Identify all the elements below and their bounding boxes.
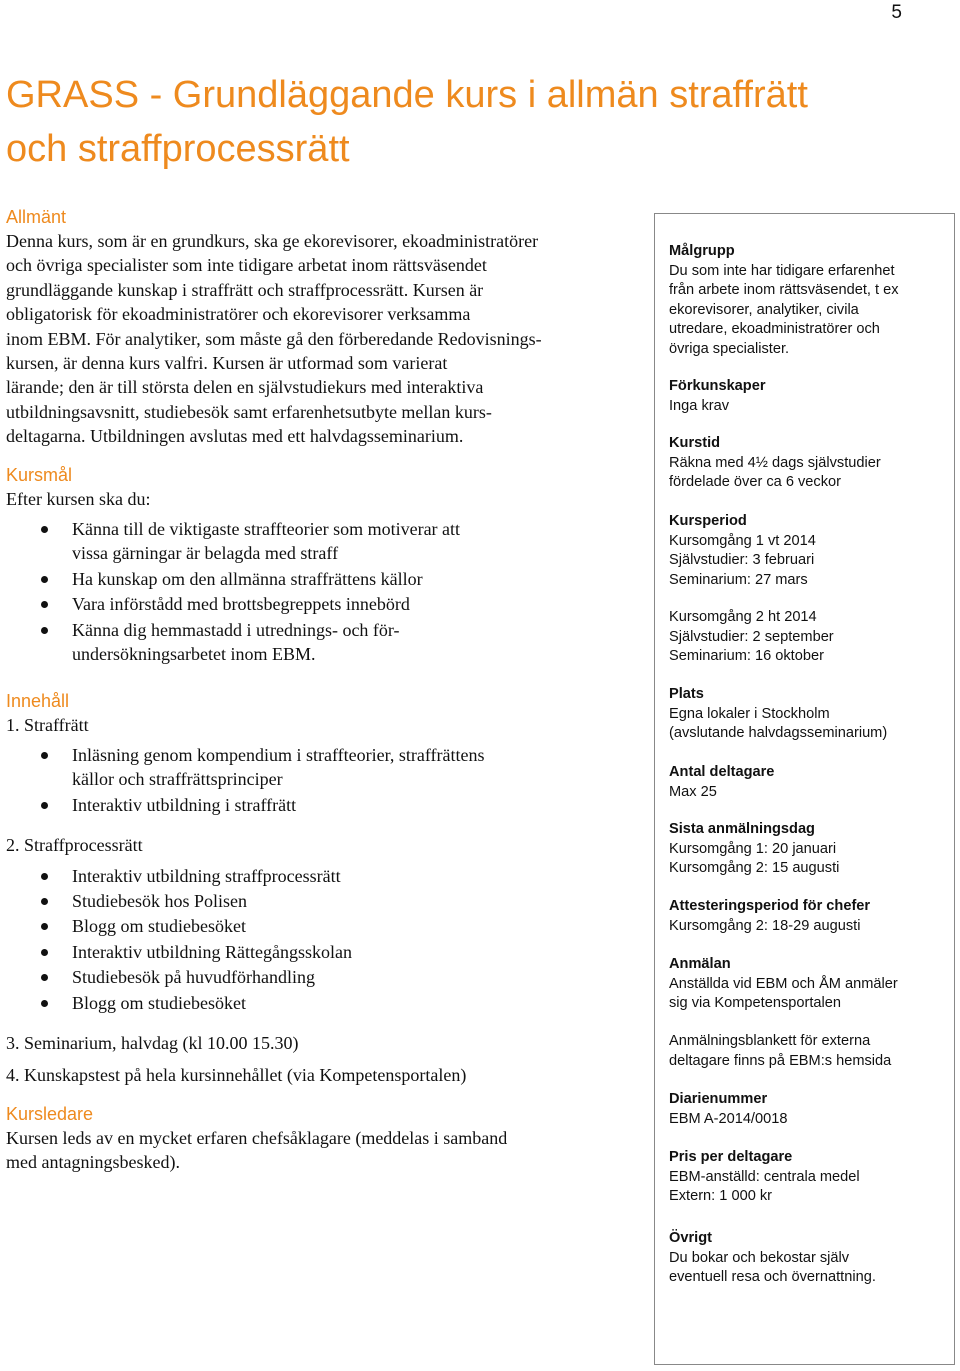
fact-label: Pris per deltagare [669, 1149, 793, 1165]
bullet-icon [41, 898, 48, 905]
fact-kursperiod [669, 512, 954, 590]
fact-value: Kursomgång 1 vt 2014 [669, 532, 816, 549]
list-item [6, 567, 591, 591]
list-item-text: vissa gärningar är belagda med straff [72, 543, 339, 564]
fact-kursperiod-2 [669, 608, 954, 667]
fact-kurstid [669, 434, 954, 493]
text-line: deltagarna. Utbildningen avslutas med ett halvdagsseminarium. [6, 426, 464, 447]
kursmal-list [6, 517, 591, 666]
fact-label: Plats [669, 686, 704, 702]
list-item-text: källor och straffrättsprinciper [72, 769, 283, 790]
title-line: GRASS - Grundläggande kurs i allmän straffrätt [6, 74, 808, 116]
section-heading: Kursledare [6, 1103, 94, 1124]
bullet-icon [41, 576, 48, 583]
fact-label: Förkunskaper [669, 378, 766, 394]
text-line: Kursen leds av en mycket erfaren chefsåklagare (meddelas i samband [6, 1127, 508, 1148]
course-facts-box [654, 213, 955, 1365]
list-item-text: Blogg om studiebesöket [72, 916, 246, 937]
list-item [6, 889, 591, 913]
list-item [6, 743, 591, 792]
part1-list [6, 743, 591, 817]
fact-ovrigt [669, 1229, 954, 1288]
fact-label: Anmälan [669, 956, 731, 972]
fact-value: Max 25 [669, 783, 717, 800]
fact-value: deltagare finns på EBM:s hemsida [669, 1052, 892, 1069]
fact-anmalan-externa [669, 1032, 954, 1071]
list-item-text: Känna dig hemmastadd i utrednings- och för- [72, 619, 400, 640]
fact-value: sig via Kompetensportalen [669, 995, 841, 1011]
text-line: inom EBM. För analytiker, som måste gå den förberedande Redovisnings- [6, 328, 542, 349]
fact-value: övriga specialister. [669, 340, 790, 357]
fact-value: Kursomgång 2: 18-29 augusti [669, 917, 861, 934]
fact-value: Extern: 1 000 kr [669, 1188, 773, 1204]
fact-pris [669, 1148, 954, 1207]
kursledare-text [6, 1126, 591, 1175]
fact-value: Kursomgång 2: 15 augusti [669, 860, 840, 876]
fact-value: Seminarium: 16 oktober [669, 648, 824, 664]
page-title [6, 68, 906, 176]
fact-value: EBM-anställd: centrala medel [669, 1168, 860, 1185]
fact-value: Inga krav [669, 397, 730, 414]
section-allmant [6, 205, 591, 449]
fact-value: Räkna med 4½ dags självstudier [669, 454, 881, 471]
fact-value: Anmälningsblankett för externa [669, 1033, 871, 1049]
bullet-icon [41, 923, 48, 930]
list-item [6, 940, 591, 964]
list-item-text: Studiebesök på huvudförhandling [72, 967, 315, 988]
list-item-text: Interaktiv utbildning Rättegångsskolan [72, 941, 352, 962]
fact-value: utredare, ekoadministratörer och [669, 321, 880, 337]
list-item [6, 618, 591, 667]
text-line: med antagningsbesked). [6, 1152, 180, 1173]
fact-label: Kursperiod [669, 513, 747, 529]
list-item [6, 517, 591, 566]
section-heading: Kursmål [6, 464, 73, 485]
list-item-text: undersökningsarbetet inom EBM. [72, 644, 316, 665]
fact-value: Kursomgång 2 ht 2014 [669, 609, 817, 625]
fact-value: fördelade över ca 6 veckor [669, 474, 841, 490]
bullet-icon [41, 873, 48, 880]
list-item [6, 965, 591, 989]
fact-value: Anställda vid EBM och ÅM anmäler [669, 975, 898, 992]
fact-anmalan [669, 955, 954, 1014]
fact-value: Seminarium: 27 mars [669, 571, 808, 588]
kursmal-intro: Efter kursen ska du: [6, 488, 151, 509]
fact-sista-anmalningsdag [669, 820, 954, 879]
fact-value: EBM A-2014/0018 [669, 1110, 788, 1127]
list-item-text: Studiebesök hos Polisen [72, 890, 248, 911]
bullet-icon [41, 802, 48, 809]
fact-value: ekorevisorer, analytiker, civila [669, 301, 859, 318]
list-item-text: Inläsning genom kompendium i straffteorier, straffrättens [72, 744, 485, 765]
list-item [6, 914, 591, 938]
fact-label: Antal deltagare [669, 764, 775, 780]
section-heading: Innehåll [6, 690, 70, 711]
section-kursmal [6, 463, 591, 667]
list-item-text: Blogg om studiebesöket [72, 992, 246, 1013]
title-line: och straffprocessrätt [6, 128, 350, 170]
text-line: utbildningsavsnitt, studiebesök samt erfarenhetsutbyte mellan kurs- [6, 401, 492, 422]
fact-value: Egna lokaler i Stockholm [669, 705, 830, 722]
section-innehall [6, 689, 591, 1088]
text-line: obligatorisk för ekoadministratörer och ekorevisorer verksamma [6, 304, 471, 325]
bullet-icon [41, 949, 48, 956]
fact-diarienummer [669, 1090, 954, 1129]
text-line: kursen, är denna kurs valfri. Kursen är utformad som varierat [6, 353, 448, 374]
fact-attesteringsperiod [669, 897, 954, 936]
fact-label: Attesteringsperiod för chefer [669, 898, 871, 914]
list-item-text: Vara införstådd med brottsbegreppets innebörd [72, 594, 410, 615]
bullet-icon [41, 601, 48, 608]
list-item-text: Ha kunskap om den allmänna straffrättens källor [72, 568, 423, 589]
list-item [6, 592, 591, 616]
fact-plats [669, 685, 954, 744]
fact-value: Du som inte har tidigare erfarenhet [669, 262, 895, 279]
text-line: och övriga specialister som inte tidigare arbetat inom rättsväsendet [6, 255, 487, 276]
fact-antal-deltagare [669, 763, 954, 802]
list-item-text: Känna till de viktigaste straffteorier som motiverar att [72, 519, 461, 540]
bullet-icon [41, 974, 48, 981]
fact-value: Kursomgång 1: 20 januari [669, 840, 837, 857]
text-line: Denna kurs, som är en grundkurs, ska ge ekorevisorer, ekoadministratörer [6, 231, 539, 251]
fact-label: Målgrupp [669, 243, 735, 259]
part2-list [6, 864, 591, 1015]
bullet-icon [41, 627, 48, 634]
section-kursledare [6, 1102, 591, 1175]
main-content [6, 205, 591, 1175]
list-item [6, 864, 591, 888]
part-title: 4. Kunskapstest på hela kursinnehållet (via Kompetensportalen) [6, 1065, 467, 1086]
fact-label: Kurstid [669, 435, 721, 451]
fact-value: Självstudier: 2 september [669, 628, 834, 645]
bullet-icon [41, 752, 48, 759]
list-item [6, 793, 591, 817]
list-item-text: Interaktiv utbildning straffprocessrätt [72, 865, 341, 886]
fact-value: (avslutande halvdagsseminarium) [669, 725, 888, 741]
section-heading: Allmänt [6, 207, 67, 227]
fact-label: Övrigt [669, 1230, 712, 1246]
part-title: 2. Straffprocessrätt [6, 835, 143, 856]
fact-forkunskaper [669, 377, 954, 416]
fact-value: från arbete inom rättsväsendet, t ex [669, 282, 899, 298]
fact-value: Självstudier: 3 februari [669, 552, 815, 568]
list-item-text: Interaktiv utbildning i straffrätt [72, 794, 297, 815]
fact-value: eventuell resa och övernattning. [669, 1269, 876, 1285]
fact-value: Du bokar och bekostar själv [669, 1249, 850, 1266]
page-number: 5 [891, 2, 902, 23]
bullet-icon [41, 1000, 48, 1007]
fact-label: Diarienummer [669, 1091, 768, 1107]
text-line: grundläggande kunskap i straffrätt och straffprocessrätt. Kursen är [6, 279, 484, 300]
fact-label: Sista anmälningsdag [669, 821, 815, 837]
list-item [6, 991, 591, 1015]
text-line: lärande; den är till största delen en självstudiekurs med interaktiva [6, 377, 484, 398]
part-title: 3. Seminarium, halvdag (kl 10.00 15.30) [6, 1032, 299, 1053]
allmant-text [6, 229, 591, 449]
bullet-icon [41, 526, 48, 533]
fact-malgrupp [669, 242, 954, 359]
part-title: 1. Straffrätt [6, 714, 89, 735]
